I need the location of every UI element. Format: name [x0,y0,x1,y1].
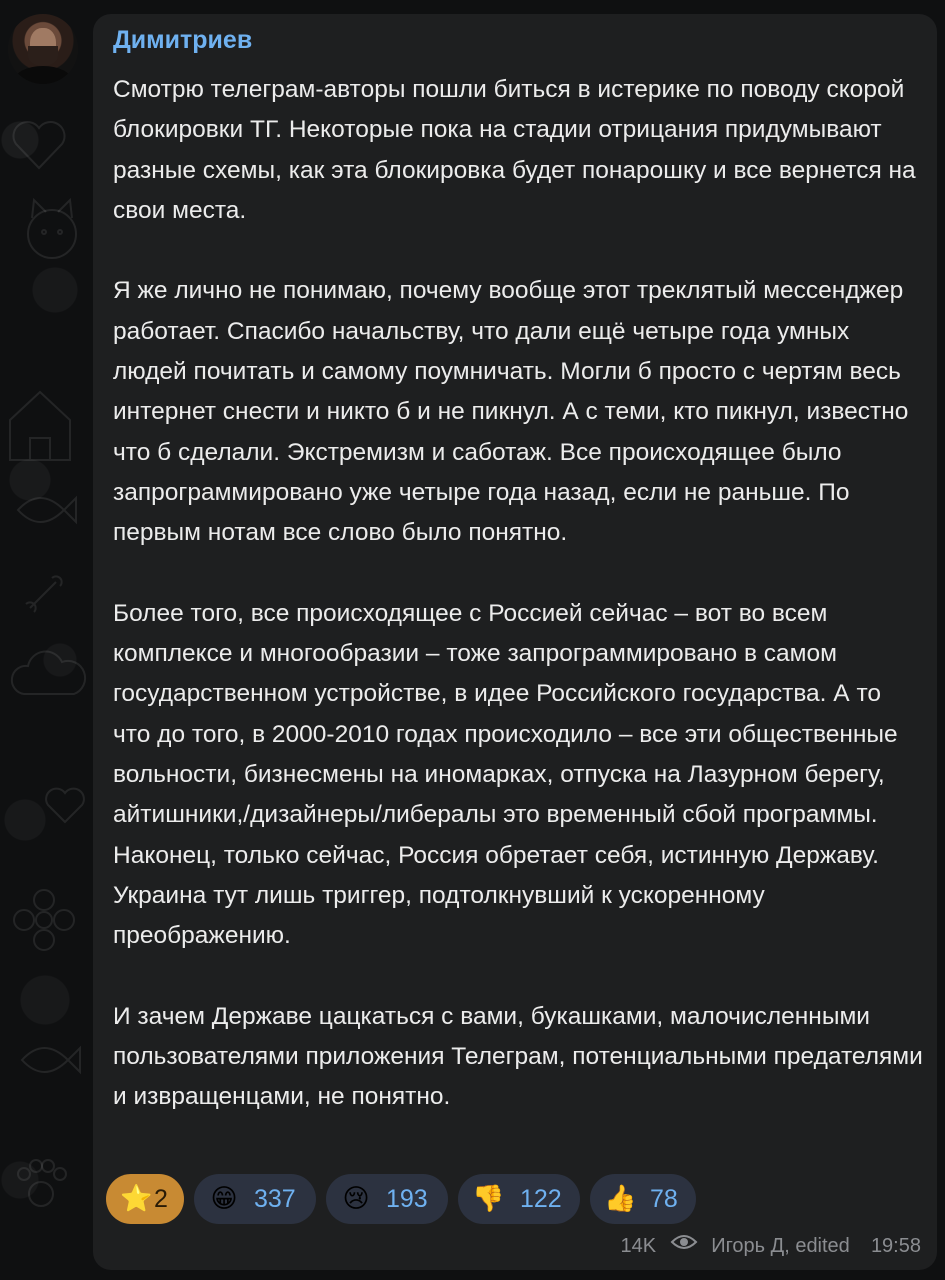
doodle-heart-icon [4,110,74,180]
reaction-count: 122 [520,1185,562,1213]
reaction-count: 337 [254,1185,296,1213]
message-text [113,70,923,1118]
avatar-shoulders [14,66,72,84]
crying-emoji-icon: 😢 [342,1184,370,1214]
doodle-heart-small-icon [40,780,90,830]
message-paragraph-3: Более того, все происходящее с Россией сейчас – вот во всем комплексе и многообразии – тоже запрограммировано в самом государственном устройстве, в идее Российского государства. А то что до того, в 2000-2010 годах происходило – все эти общественные вольности, бизнесмены на иномарках, отпуска на Лазурном берегу, айтишники,/дизайнеры/либералы это временный сбой программы. Наконец, только сейчас, Россия обретает себя, истинную Державу. Украина тут лишь триггер, подтолкнувший к ускоренному преображению. [113,599,898,950]
doodle-flower-icon [4,880,84,960]
reaction-grin[interactable] [194,1174,316,1224]
reaction-thumbs-up[interactable] [590,1174,696,1224]
message-paragraph-4: И зачем Державе цацкаться с вами, букашками, малочисленными пользователями приложения Телеграм, потенциальными предателями и извращенцами, не понятно. [113,1002,923,1111]
reaction-count: 2 [154,1185,168,1213]
doodle-house-icon [0,380,80,470]
message-bubble[interactable] [93,14,937,1270]
author-name[interactable]: Димитриев [113,26,253,54]
avatar-beard [28,46,58,66]
reaction-count: 193 [386,1185,428,1213]
star-icon: ⭐ [120,1184,153,1214]
view-count: 14K [620,1234,657,1257]
eye-icon [670,1233,698,1251]
author-avatar[interactable] [8,14,78,84]
reaction-crying[interactable] [326,1174,448,1224]
reaction-thumbs-down[interactable] [458,1174,580,1224]
reaction-star[interactable] [106,1174,184,1224]
post-time: 19:58 [870,1234,921,1257]
doodle-fish-2-icon [14,1030,84,1090]
grin-emoji-icon: 😁 [210,1184,238,1214]
post-signature: Игорь Д, edited [711,1234,850,1257]
doodle-bone-icon [18,570,68,620]
reaction-count: 78 [650,1185,678,1213]
doodle-cat-icon [12,190,92,270]
message-paragraph-1: Смотрю телеграм-авторы пошли биться в истерике по поводу скорой блокировки ТГ. Некоторые пока на стадии отрицания придумывают разные схемы, как эта блокировка будет понарошку и все вернется на свои места. [113,76,916,224]
doodle-paw-icon [6,1150,76,1220]
message-meta [620,1230,921,1260]
thumbs-up-icon: 👍 [604,1184,637,1214]
doodle-fish-icon [10,480,80,540]
thumbs-down-icon: 👎 [472,1184,505,1214]
doodle-cloud-icon [8,640,88,710]
message-paragraph-2: Я же лично не понимаю, почему вообще этот треклятый мессенджер работает. Спасибо начальству, что дали ещё четыре года умных людей почитать и самому поумничать. Могли б просто с чертям весь интернет снести и никто б и не пикнул. А с теми, кто пикнул, известно что б сделали. Экстремизм и саботаж. Все происходящее было запрограммировано уже четыре года назад, если не раньше. По первым нотам все слово было понятно. [113,277,909,547]
